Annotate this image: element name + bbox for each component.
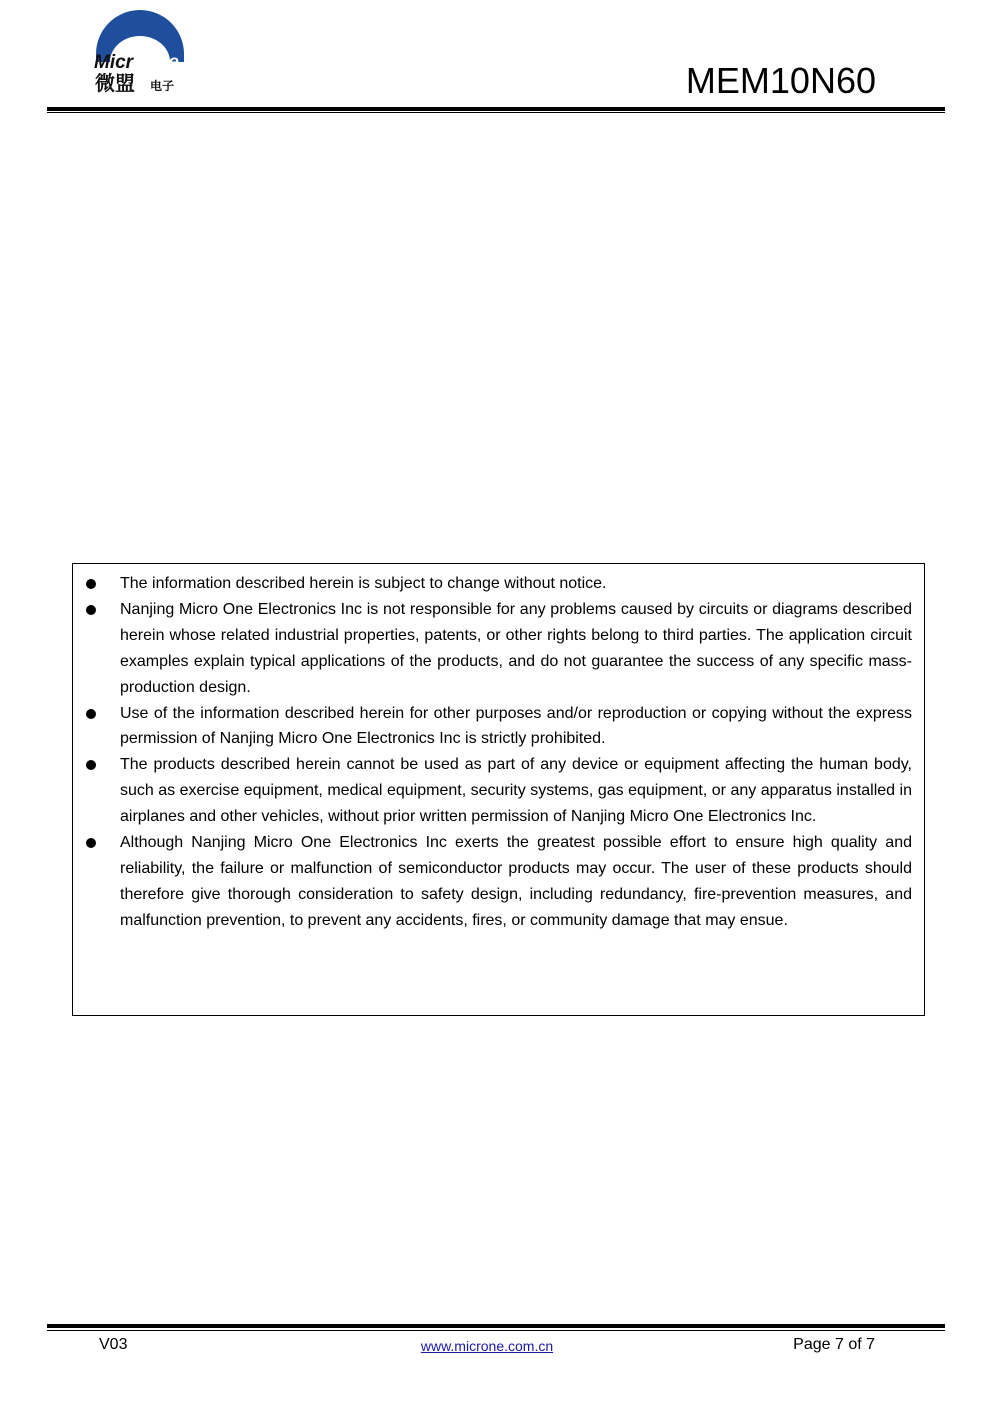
bullet-icon: [86, 838, 96, 848]
footer-rule-thin: [47, 1330, 945, 1331]
footer-website-link[interactable]: www.microne.com.cn: [420, 1338, 554, 1354]
logo-chinese-suffix-text: 电子: [150, 79, 175, 93]
logo-micr-text: Micr: [94, 52, 134, 73]
footer-rule-thick: [47, 1324, 945, 1328]
disclaimer-item: [73, 830, 924, 934]
logo-chinese-text: 微盟: [95, 71, 135, 95]
logo-one-text: One: [142, 52, 179, 73]
disclaimer-text: The products described herein cannot be used as part of any device or equipment affecting the human body, such as exercise equipment, medical equipment, security systems, gas equipment, or any apparatus installed in airplanes and other vehicles, without prior written permission of Nanjing Micro One Electronics Inc.: [120, 756, 912, 826]
bullet-icon: [86, 760, 96, 770]
disclaimer-text: Use of the information described herein for other purposes and/or reproduction or copying without the express permission of Nanjing Micro One Electronics Inc is strictly prohibited.: [120, 704, 912, 748]
disclaimer-item: [73, 571, 924, 597]
disclaimer-text: Although Nanjing Micro One Electronics Inc exerts the greatest possible effort to ensure high quality and reliability, the failure or malfunction of semiconductor products may occur. The user of these products should therefore give thorough consideration to safety design, including redundancy, fire-prevention measures, and malfunction prevention, to prevent any accidents, fires, or community damage that may ensue.: [120, 834, 912, 929]
microne-logo-icon: [92, 10, 188, 96]
header-rule-thin: [47, 112, 945, 113]
disclaimer-item: [73, 701, 924, 753]
bullet-icon: [86, 579, 96, 589]
document-title: MEM10N60: [685, 60, 876, 101]
company-logo: [92, 10, 188, 96]
disclaimer-item: [73, 597, 924, 701]
disclaimer-list: [73, 571, 924, 934]
disclaimer-box: [72, 563, 925, 1016]
disclaimer-item: [73, 752, 924, 830]
disclaimer-text: Nanjing Micro One Electronics Inc is not responsible for any problems caused by circuits or diagrams described herein whose related industrial properties, patents, or other rights belong to third parties. The application circuit examples explain typical applications of the products, and do not guarantee the success of any specific mass-production design.: [120, 600, 912, 696]
bullet-icon: [86, 709, 96, 719]
header-rule-thick: [47, 107, 945, 111]
bullet-icon: [86, 605, 96, 615]
disclaimer-text: The information described herein is subject to change without notice.: [120, 575, 607, 592]
footer-page-number: Page 7 of 7: [793, 1336, 875, 1353]
footer-version: V03: [99, 1336, 128, 1353]
